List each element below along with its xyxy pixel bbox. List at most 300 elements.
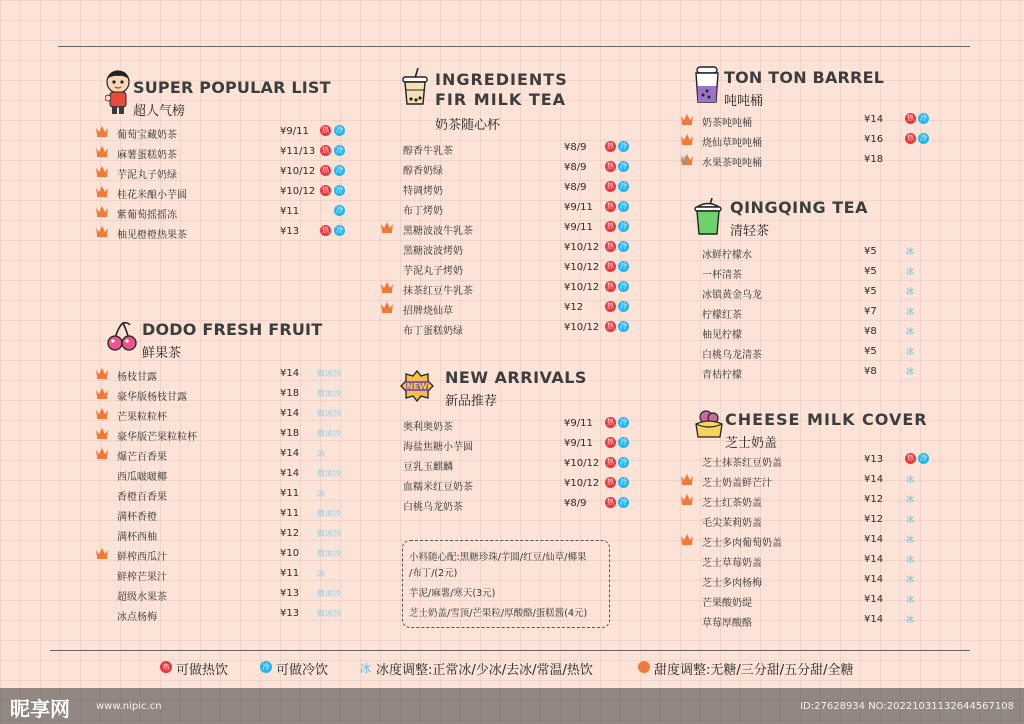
- item-price: ¥10/12: [564, 458, 600, 469]
- menu-item: [380, 138, 640, 158]
- menu-item: [680, 262, 940, 282]
- cold-icon: 冷: [620, 458, 627, 466]
- item-name: 爆芒百香果: [117, 452, 167, 463]
- ice-mark: 冰: [906, 535, 914, 544]
- watermark-id: ID:27628934 NO:20221031132644567108: [800, 701, 1014, 712]
- section-title-zh: 新品推荐: [445, 394, 498, 409]
- menu-item: [680, 530, 940, 550]
- crown-icon: [380, 281, 394, 293]
- cold-icon: 冷: [620, 438, 627, 446]
- item-name: 满杯香橙: [117, 512, 157, 523]
- legend-ice: 冰度调整:正常冰/少冰/去冰/常温/热饮: [376, 663, 593, 678]
- ice-mark: 冰: [906, 327, 914, 336]
- item-name: 抹茶红豆牛乳茶: [403, 286, 473, 297]
- crown-icon: [380, 221, 394, 233]
- item-price: ¥12: [564, 302, 584, 313]
- item-name: 奶茶吨吨桶: [702, 118, 752, 129]
- item-price: ¥13: [280, 608, 300, 619]
- menu-item: [380, 218, 640, 238]
- item-price: ¥14: [280, 368, 300, 379]
- item-name: 超级水果茶: [117, 592, 167, 603]
- watermark-logo: 昵享网: [10, 697, 70, 721]
- cold-icon: 冷: [336, 206, 343, 214]
- item-name: 毛尖茉莉奶盖: [702, 518, 762, 529]
- ice-tag: 微冰沙: [317, 509, 341, 518]
- cold-icon: 冷: [336, 126, 343, 134]
- menu-item: [680, 342, 940, 362]
- sweet-legend-icon: [638, 661, 650, 673]
- item-price: ¥9/11: [564, 418, 593, 429]
- menu-item: [380, 494, 640, 514]
- cartoon-boy-icon: [105, 70, 131, 116]
- menu-item: [380, 414, 640, 434]
- hot-icon: 热: [607, 182, 614, 190]
- hot-icon: 热: [607, 418, 614, 426]
- crown-icon: [680, 493, 694, 505]
- ice-mark: 冰: [906, 595, 914, 604]
- item-price: ¥9/11: [564, 202, 593, 213]
- item-name: 葡萄宝藏奶茶: [117, 130, 177, 141]
- notes-line: 芝士奶盖/雪顶/芒果粒/厚酸酪/蛋糕酱(4元): [409, 608, 588, 619]
- section-title-en: DODO FRESH FRUIT: [142, 320, 323, 339]
- cold-icon: 冷: [620, 222, 627, 230]
- item-name: 冰镇黄金乌龙: [702, 290, 762, 301]
- section-ton-ton-barrel: [680, 64, 940, 174]
- menu-item: [680, 322, 940, 342]
- item-price: ¥10/12: [564, 478, 600, 489]
- item-name: 鲜榨芒果汁: [117, 572, 167, 583]
- item-name: 杨枝甘露: [117, 372, 157, 383]
- ice-mark: 冰: [906, 495, 914, 504]
- legend-cold: 可做冷饮: [276, 663, 329, 678]
- menu-item: [680, 610, 940, 630]
- hot-legend-icon: 热: [160, 661, 172, 673]
- new-badge-text: NEW: [406, 382, 428, 391]
- menu-item: [95, 122, 355, 142]
- item-name: 特调烤奶: [403, 186, 443, 197]
- hot-icon: 热: [607, 282, 614, 290]
- menu-item: [95, 604, 355, 624]
- item-name: 豆乳玉麒麟: [403, 462, 453, 473]
- ice-mark: 冰: [906, 555, 914, 564]
- item-name: 青桔柠檬: [702, 370, 742, 381]
- cold-icon: 冷: [920, 114, 927, 122]
- cold-icon: 冷: [620, 162, 627, 170]
- bubble-tea-barrel-icon: [694, 66, 720, 104]
- item-name: 血糯米红豆奶茶: [403, 482, 473, 493]
- item-price: ¥11: [280, 206, 300, 217]
- cold-icon: 冷: [920, 134, 927, 142]
- menu-item: [680, 150, 940, 170]
- ice-tag: 冰: [317, 489, 325, 498]
- ice-tag: 冰: [317, 569, 325, 578]
- hot-icon: 热: [607, 302, 614, 310]
- notes-line: 小料随心配:黑糖珍珠/芋圆/红豆/仙草/椰果: [409, 552, 587, 563]
- menu-item: [95, 564, 355, 584]
- hot-icon: 热: [607, 438, 614, 446]
- cold-icon: 冷: [620, 182, 627, 190]
- item-price: ¥5: [864, 246, 877, 257]
- ice-mark: 冰: [906, 247, 914, 256]
- cold-icon: 冷: [620, 262, 627, 270]
- cold-icon: 冷: [336, 186, 343, 194]
- item-name: 麻薯蛋糕奶茶: [117, 150, 177, 161]
- menu-item: [95, 162, 355, 182]
- menu-item: [680, 450, 940, 470]
- item-name: 一杯清茶: [702, 270, 742, 281]
- item-price: ¥14: [864, 594, 884, 605]
- item-price: ¥14: [864, 614, 884, 625]
- ice-tag: 微冰沙: [317, 369, 341, 378]
- crown-icon: [95, 447, 109, 459]
- section-title-zh: 奶茶随心杯: [435, 118, 501, 133]
- item-price: ¥18: [864, 154, 884, 165]
- hot-icon: 热: [607, 478, 614, 486]
- ice-mark: 冰: [906, 367, 914, 376]
- cold-legend-icon: 冷: [260, 661, 272, 673]
- item-price: ¥10/12: [564, 322, 600, 333]
- menu-item: [380, 278, 640, 298]
- section-fresh-fruit: [95, 316, 365, 626]
- ice-mark: 冰: [906, 267, 914, 276]
- hot-icon: 热: [607, 322, 614, 330]
- ice-mark: 冰: [906, 347, 914, 356]
- ice-tag: 微冰沙: [317, 529, 341, 538]
- notes-line: /布丁/(2元): [409, 568, 458, 579]
- section-super-popular: [95, 68, 365, 243]
- crown-icon: [95, 125, 109, 137]
- crown-icon: [95, 547, 109, 559]
- cold-icon: 冷: [336, 166, 343, 174]
- item-name: 豪华版杨枝甘露: [117, 392, 187, 403]
- watermark-url: www.nipic.cn: [96, 701, 162, 712]
- hot-icon: 热: [907, 134, 914, 142]
- item-price: ¥5: [864, 266, 877, 277]
- item-price: ¥8: [864, 366, 877, 377]
- item-price: ¥9/11: [280, 126, 309, 137]
- section-title-zh: 芝士奶盖: [725, 436, 778, 451]
- item-price: ¥10/12: [564, 242, 600, 253]
- hot-icon: 热: [607, 498, 614, 506]
- milk-tea-cup-icon: [402, 68, 428, 106]
- ice-mark: 冰: [906, 515, 914, 524]
- notes-line: 芋泥/麻薯/寒天(3元): [409, 588, 496, 599]
- menu-item: [95, 202, 355, 222]
- crown-icon: [95, 145, 109, 157]
- legend-sweet: 甜度调整:无糖/三分甜/五分甜/全糖: [654, 663, 854, 678]
- item-name: 布丁蛋糕奶绿: [403, 326, 463, 337]
- menu-item: [95, 584, 355, 604]
- item-name: 紫葡萄摇摇冻: [117, 210, 177, 221]
- item-price: ¥18: [280, 428, 300, 439]
- ice-tag: 微冰沙: [317, 589, 341, 598]
- item-price: ¥8: [864, 326, 877, 337]
- section-title-en: CHEESE MILK COVER: [725, 410, 928, 429]
- cold-icon: 冷: [920, 454, 927, 462]
- cheese-fruit-icon: [694, 408, 724, 440]
- cold-icon: 冷: [336, 146, 343, 154]
- item-name: 柚见柠檬: [702, 330, 742, 341]
- menu-item: [95, 404, 355, 424]
- item-name: 醇香奶绿: [403, 166, 443, 177]
- crown-icon: [95, 185, 109, 197]
- menu-item: [680, 242, 940, 262]
- cherry-icon: [106, 321, 138, 351]
- section-new-arrivals: [380, 366, 640, 516]
- item-price: ¥18: [280, 388, 300, 399]
- hot-icon: 热: [607, 458, 614, 466]
- menu-item: [680, 570, 940, 590]
- hot-icon: 热: [607, 202, 614, 210]
- menu-item: [380, 198, 640, 218]
- item-name: 海盐焦糖小芋圆: [403, 442, 473, 453]
- section-title-en-line1: INGREDIENTS: [435, 70, 568, 89]
- cold-icon: 冷: [620, 478, 627, 486]
- green-tea-cup-icon: [694, 198, 722, 236]
- item-name: 鲜榨西瓜汁: [117, 552, 167, 563]
- item-price: ¥14: [864, 534, 884, 545]
- crown-icon: [95, 367, 109, 379]
- cold-icon: 冷: [620, 418, 627, 426]
- crown-icon: [680, 533, 694, 545]
- section-title-zh: 清轻茶: [730, 224, 770, 239]
- section-title-zh: 吨吨桶: [724, 94, 764, 109]
- menu-item: [680, 302, 940, 322]
- menu-item: [95, 364, 355, 384]
- item-name: 柚见橙橙热果茶: [117, 230, 187, 241]
- menu-item: [95, 464, 355, 484]
- section-title-zh: 鲜果茶: [142, 346, 182, 361]
- item-price: ¥12: [280, 528, 300, 539]
- section-title-zh: 超人气榜: [133, 104, 186, 119]
- menu-item: [680, 470, 940, 490]
- ice-tag: 微冰沙: [317, 469, 341, 478]
- ice-legend-icon: 冰: [360, 662, 371, 675]
- item-price: ¥10/12: [564, 262, 600, 273]
- item-name: 芝士抹茶红豆奶盖: [702, 458, 782, 469]
- item-price: ¥14: [280, 408, 300, 419]
- ice-mark: 冰: [906, 575, 914, 584]
- cold-icon: 冷: [620, 202, 627, 210]
- menu-item: [95, 504, 355, 524]
- ice-tag: 微冰沙: [317, 389, 341, 398]
- item-name: 黑糖波波牛乳茶: [403, 226, 473, 237]
- item-name: 白桃乌龙奶茶: [403, 502, 463, 513]
- item-name: 冰鲜柠檬水: [702, 250, 752, 261]
- crown-icon: [380, 301, 394, 313]
- item-name: 豪华版芒果粒粒杯: [117, 432, 197, 443]
- section-title-en: QINGQING TEA: [730, 198, 868, 217]
- item-name: 满杯西柚: [117, 532, 157, 543]
- item-name: 草莓厚酸酪: [702, 618, 752, 629]
- ice-mark: 冰: [906, 615, 914, 624]
- ice-mark: 冰: [906, 475, 914, 484]
- menu-item: [680, 590, 940, 610]
- crown-icon: [680, 113, 694, 125]
- item-name: 冰点杨梅: [117, 612, 157, 623]
- hot-icon: 热: [607, 162, 614, 170]
- hot-icon: 热: [607, 262, 614, 270]
- item-name: 香橙百香果: [117, 492, 167, 503]
- crown-icon: [95, 407, 109, 419]
- item-price: ¥14: [864, 554, 884, 565]
- cold-icon: 冷: [620, 142, 627, 150]
- crown-icon: [680, 473, 694, 485]
- menu-item: [95, 424, 355, 444]
- item-price: ¥13: [864, 454, 884, 465]
- item-price: ¥11: [280, 488, 300, 499]
- crown-icon: [680, 133, 694, 145]
- hot-icon: 热: [322, 126, 329, 134]
- crown-icon: [95, 387, 109, 399]
- item-price: ¥14: [280, 468, 300, 479]
- cold-icon: 冷: [620, 242, 627, 250]
- ice-mark: 冰: [906, 287, 914, 296]
- item-price: ¥11: [280, 568, 300, 579]
- menu-item: [380, 318, 640, 338]
- menu-item: [380, 434, 640, 454]
- cold-icon: 冷: [336, 226, 343, 234]
- hot-icon: 热: [322, 146, 329, 154]
- menu-item: [680, 282, 940, 302]
- item-price: ¥5: [864, 286, 877, 297]
- section-qingqing-tea: [680, 194, 940, 394]
- watermark-bar: [0, 688, 1024, 724]
- bottom-rule: [50, 650, 970, 651]
- section-title-en-line2: FIR MILK TEA: [435, 90, 567, 109]
- menu-item: [380, 474, 640, 494]
- hot-icon: 热: [322, 166, 329, 174]
- crown-icon: [95, 427, 109, 439]
- item-price: ¥12: [864, 514, 884, 525]
- cold-icon: 冷: [620, 322, 627, 330]
- item-price: ¥5: [864, 346, 877, 357]
- hot-icon: 热: [322, 186, 329, 194]
- menu-item: [95, 384, 355, 404]
- menu-item: [380, 258, 640, 278]
- item-price: ¥12: [864, 494, 884, 505]
- new-badge-icon: [400, 370, 434, 402]
- menu-item: [680, 110, 940, 130]
- menu-item: [95, 524, 355, 544]
- item-name: 芝士多肉杨梅: [702, 578, 762, 589]
- menu-item: [680, 550, 940, 570]
- menu-item: [95, 444, 355, 464]
- item-name: 西瓜啵啵椰: [117, 472, 167, 483]
- item-price: ¥10/12: [280, 186, 316, 197]
- menu-item: [95, 222, 355, 242]
- crown-icon: [95, 165, 109, 177]
- section-cheese-milk-cover: [680, 404, 950, 634]
- ice-tag: 微冰沙: [317, 429, 341, 438]
- item-price: ¥11: [280, 508, 300, 519]
- item-price: ¥9/11: [564, 222, 593, 233]
- item-name: 芒果粒粒杯: [117, 412, 167, 423]
- item-name: 芝士奶盖鲜芒汁: [702, 478, 772, 489]
- item-price: ¥13: [280, 588, 300, 599]
- menu-item: [680, 490, 940, 510]
- item-price: ¥8/9: [564, 162, 587, 173]
- menu-item: [95, 484, 355, 504]
- item-name: 桂花米酿小芋圆: [117, 190, 187, 201]
- menu-item: [380, 298, 640, 318]
- menu-item: [95, 142, 355, 162]
- ice-tag: 微冰沙: [317, 609, 341, 618]
- hot-icon: 热: [907, 114, 914, 122]
- top-rule: [58, 46, 970, 47]
- section-milk-tea: [380, 66, 640, 346]
- item-name: 黑糖波波烤奶: [403, 246, 463, 257]
- item-price: ¥11/13: [280, 146, 316, 157]
- ice-tag: 微冰沙: [317, 549, 341, 558]
- section-title-en: TON TON BARREL: [724, 68, 885, 87]
- item-price: ¥8/9: [564, 142, 587, 153]
- hot-icon: 热: [322, 226, 329, 234]
- item-name: 柠檬红茶: [702, 310, 742, 321]
- menu-item: [680, 510, 940, 530]
- ice-tag: 微冰沙: [317, 409, 341, 418]
- hot-icon: 热: [607, 142, 614, 150]
- item-price: ¥8/9: [564, 182, 587, 193]
- item-name: 醇香牛乳茶: [403, 146, 453, 157]
- hot-icon: 热: [607, 242, 614, 250]
- menu-item: [680, 362, 940, 382]
- item-price: ¥14: [864, 574, 884, 585]
- menu-item: [380, 178, 640, 198]
- item-name: 招牌烧仙草: [403, 306, 453, 317]
- cold-icon: 冷: [620, 282, 627, 290]
- item-price: ¥16: [864, 134, 884, 145]
- item-name: 芝士草莓奶盖: [702, 558, 762, 569]
- cold-icon: 冷: [620, 498, 627, 506]
- section-title-en: NEW ARRIVALS: [445, 368, 587, 387]
- ice-tag: 冰: [317, 449, 325, 458]
- item-price: ¥14: [864, 474, 884, 485]
- menu-item: [380, 158, 640, 178]
- ice-mark: 冰: [680, 155, 688, 164]
- item-price: ¥10/12: [564, 282, 600, 293]
- item-price: ¥10/12: [280, 166, 316, 177]
- item-name: 芒果酸奶缇: [702, 598, 752, 609]
- item-price: ¥7: [864, 306, 877, 317]
- item-name: 水果茶吨吨桶: [702, 158, 762, 169]
- item-name: 布丁烤奶: [403, 206, 443, 217]
- crown-icon: [95, 225, 109, 237]
- item-price: ¥8/9: [564, 498, 587, 509]
- ice-mark: 冰: [906, 307, 914, 316]
- item-name: 芋泥丸子奶绿: [117, 170, 177, 181]
- item-price: ¥14: [864, 114, 884, 125]
- item-price: ¥10: [280, 548, 300, 559]
- item-name: 芝士多肉葡萄奶盖: [702, 538, 782, 549]
- legend-hot: 可做热饮: [176, 663, 229, 678]
- item-price: ¥13: [280, 226, 300, 237]
- crown-icon: [95, 205, 109, 217]
- menu-item: [95, 182, 355, 202]
- toppings-notes: [402, 540, 610, 628]
- item-name: 白桃乌龙清茶: [702, 350, 762, 361]
- menu-item: [680, 130, 940, 150]
- item-name: 芝士红茶奶盖: [702, 498, 762, 509]
- menu-item: [380, 454, 640, 474]
- item-price: ¥9/11: [564, 438, 593, 449]
- item-name: 芋泥丸子烤奶: [403, 266, 463, 277]
- menu-item: [95, 544, 355, 564]
- cold-icon: 冷: [620, 302, 627, 310]
- hot-icon: 热: [907, 454, 914, 462]
- hot-icon: 热: [607, 222, 614, 230]
- item-price: ¥14: [280, 448, 300, 459]
